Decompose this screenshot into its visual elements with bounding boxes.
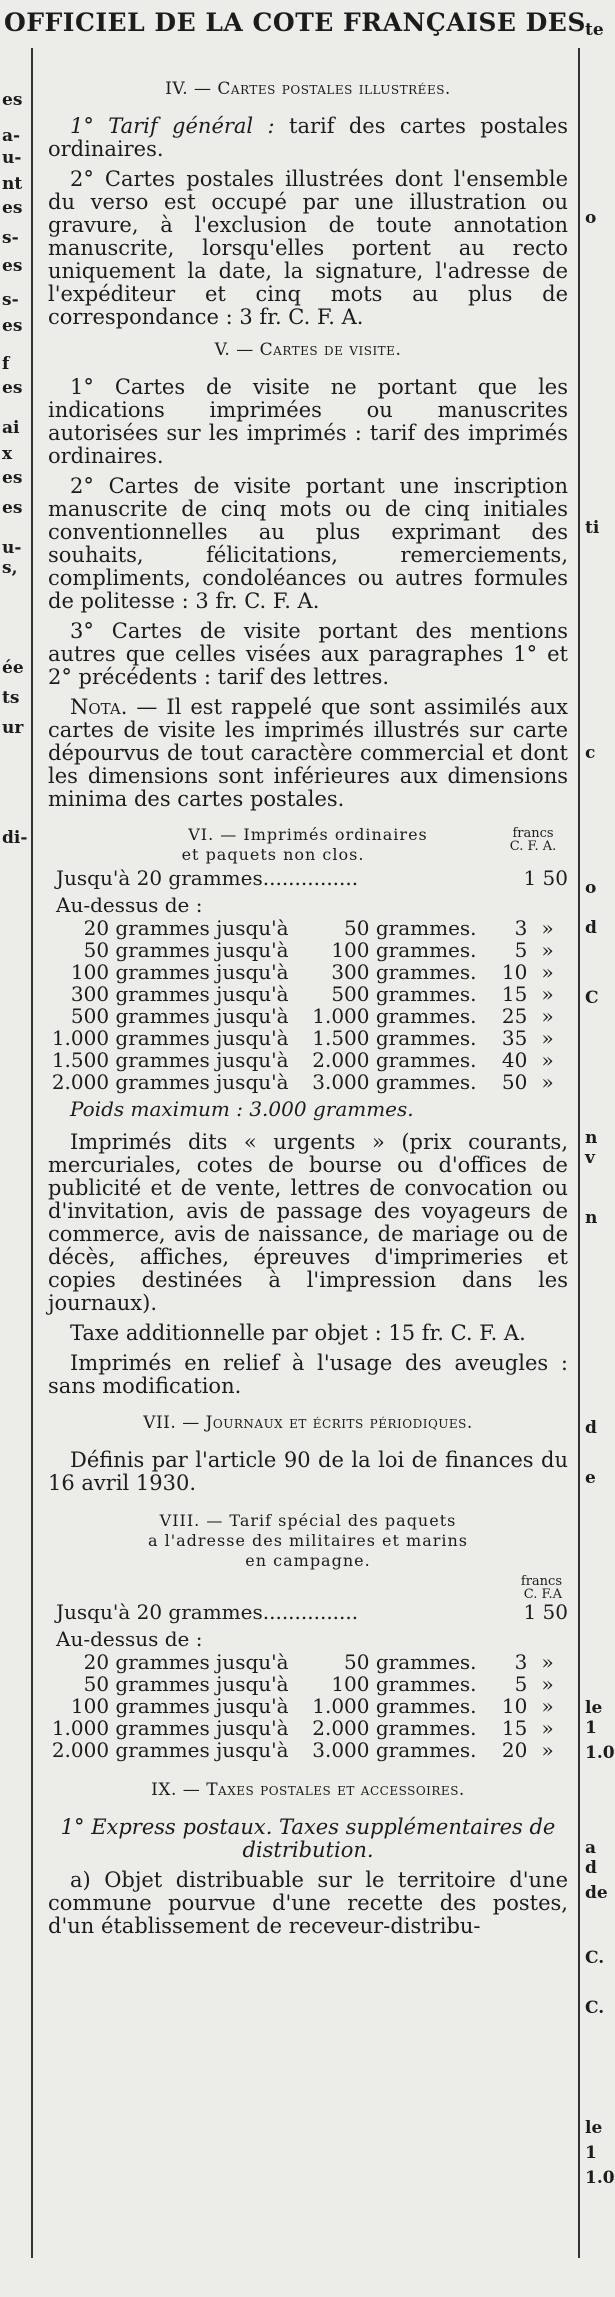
s6-max-weight: Poids maximum : 3.000 grammes. [70, 1097, 414, 1121]
s4-p1-text: tarif des cartes postales ordinaires. [48, 114, 568, 161]
margin-fragment: 1.0 [585, 2168, 615, 2188]
s8-title-line-2: a l'adresse des militaires et marins [147, 1531, 469, 1550]
margin-fragment: C. [585, 1948, 605, 1968]
s6-rate-row [48, 961, 568, 983]
s6-rate-from: 20 grammes jusqu'à [83, 916, 289, 940]
s6-title-line-2: et paquets non clos. [181, 845, 365, 864]
main-column [48, 78, 568, 1945]
s6-rate-from: 50 grammes jusqu'à [83, 938, 289, 962]
margin-fragment: es [2, 198, 23, 218]
s8-rate-to: 1.000 grammes. [312, 1694, 477, 1718]
s6-rate-from: 1.000 grammes jusqu'à [51, 1026, 289, 1050]
margin-fragment: es [2, 256, 23, 276]
margin-fragment: d [585, 918, 597, 938]
s8-rate-row [48, 1673, 568, 1695]
s8-rate-row [48, 1695, 568, 1717]
s6-rate-row [48, 1071, 568, 1093]
s8-rate-mark: » [541, 1738, 554, 1762]
margin-fragment: x [2, 444, 13, 464]
s8-rate-to: 100 grammes. [331, 1672, 477, 1696]
margin-fragment: le [585, 2118, 603, 2138]
s4-p1-label: 1° Tarif général : [70, 114, 275, 138]
s6-rate-value: 15 [501, 982, 528, 1006]
s8-rate-from: 50 grammes jusqu'à [83, 1672, 289, 1696]
s6-first-value: 1 50 [523, 866, 568, 890]
s6-rate-to: 1.000 grammes. [312, 1004, 477, 1028]
s6-rate-to: 2.000 grammes. [312, 1048, 477, 1072]
s8-rate-from: 100 grammes jusqu'à [70, 1694, 289, 1718]
margin-fragment: de [585, 1883, 608, 1903]
s5-paragraph-1: 1° Cartes de visite ne portant que les indications imprimées ou manuscrites autorisées sur les imprimés : tarif des imprimés ordinaires. [48, 375, 568, 468]
s8-rate-mark: » [541, 1694, 554, 1718]
s8-rate-mark: » [541, 1650, 554, 1674]
s6-rate-to: 50 grammes. [344, 916, 477, 940]
s8-first-label: Jusqu'à 20 grammes [56, 1600, 263, 1624]
left-column-rule [31, 48, 33, 2258]
margin-fragment: s- [2, 228, 19, 248]
s6-rate-to: 100 grammes. [331, 938, 477, 962]
s8-rate-row [48, 1717, 568, 1739]
s6-rate-mark: » [541, 1026, 554, 1050]
s6-rate-mark: » [541, 1048, 554, 1072]
margin-fragment: 1 [585, 1718, 597, 1738]
s6-unit [498, 827, 568, 853]
s6-rate-to: 500 grammes. [331, 982, 477, 1006]
margin-fragment: d [585, 1418, 597, 1438]
margin-fragment: es [2, 316, 23, 336]
margin-fragment: a- [2, 126, 21, 146]
s8-rate-value: 20 [501, 1738, 528, 1762]
margin-fragment: s, [2, 558, 18, 578]
s6-rate-row [48, 939, 568, 961]
s8-unit [48, 1575, 568, 1601]
s8-rate-row [48, 1651, 568, 1673]
s6-heading [48, 825, 568, 865]
s6-rate-row [48, 983, 568, 1005]
s4-paragraph-1 [48, 115, 568, 161]
s6-rate-to: 1.500 grammes. [312, 1026, 477, 1050]
s8-unit-line-2: C. F.A [523, 1587, 562, 1602]
margin-fragment: f [2, 354, 10, 374]
s6-rate-from: 2.000 grammes jusqu'à [51, 1070, 289, 1094]
margin-fragment: u- [2, 148, 22, 168]
s5-nota [48, 696, 568, 811]
s6-rate-row [48, 1005, 568, 1027]
s8-rate-from: 2.000 grammes jusqu'à [51, 1738, 289, 1762]
margin-fragment: es [2, 468, 23, 488]
s8-first-value: 1 50 [523, 1600, 568, 1624]
margin-fragment: o [585, 878, 597, 898]
s8-unit-line-1: francs [520, 1574, 562, 1589]
s6-rate-from: 500 grammes jusqu'à [70, 1004, 289, 1028]
s6-rate-from: 1.500 grammes jusqu'à [51, 1048, 289, 1072]
margin-fragment: n [585, 1128, 598, 1148]
s6-first-label: Jusqu'à 20 grammes [56, 866, 263, 890]
margin-fragment: n [585, 1208, 598, 1228]
s6-rate-mark: » [541, 938, 554, 962]
s6-rate-row [48, 1027, 568, 1049]
margin-fragment: ur [2, 718, 24, 738]
s6-title-line-1: VI. — Imprimés ordinaires [188, 825, 428, 844]
s8-heading [48, 1511, 568, 1571]
s6-rate-from: 300 grammes jusqu'à [70, 982, 289, 1006]
margin-fragment: es [2, 90, 23, 110]
s8-rate-to: 50 grammes. [344, 1650, 477, 1674]
margin-fragment: e [585, 1468, 596, 1488]
margin-fragment: u- [2, 538, 22, 558]
nota-text: — Il est rappelé que sont assimilés aux cartes de visite les imprimés illustrés sur carte dépourvus de tout caractère commercial et dont les dimensions sont inférieures aux dimensions minima des cartes postales. [48, 695, 568, 811]
s6-tax-paragraph: Taxe additionnelle par objet : 15 fr. C. F. A. [70, 1321, 526, 1345]
margin-fragment: ti [585, 518, 600, 538]
margin-fragment: ée [2, 658, 24, 678]
s6-above-label: Au-dessus de : [56, 893, 203, 917]
s8-rate-value: 5 [514, 1672, 528, 1696]
s8-title-line-1: VIII. — Tarif spécial des paquets [159, 1511, 457, 1530]
margin-fragment: v [585, 1148, 595, 1168]
s8-rate-from: 20 grammes jusqu'à [83, 1650, 289, 1674]
s8-rate-to: 2.000 grammes. [312, 1716, 477, 1740]
s6-rate-value: 5 [514, 938, 528, 962]
margin-fragment: di- [2, 828, 28, 848]
margin-fragment: es [2, 378, 23, 398]
s6-rate-mark: » [541, 1004, 554, 1028]
s8-rate-to: 3.000 grammes. [312, 1738, 477, 1762]
s6-unit-line-1: francs [512, 826, 554, 841]
margin-fragment: a [585, 1838, 597, 1858]
s8-above-label: Au-dessus de : [56, 1627, 203, 1651]
s6-relief-paragraph: Imprimés en relief à l'usage des aveugles : sans modification. [48, 1351, 568, 1398]
s6-unit-line-2: C. F. A. [509, 839, 557, 854]
s6-rate-to: 3.000 grammes. [312, 1070, 477, 1094]
s8-rate-value: 15 [501, 1716, 528, 1740]
section-title-v: V. — Cartes de visite. [214, 340, 402, 360]
s7-paragraph-1: Définis par l'article 90 de la loi de finances du 16 avril 1930. [48, 1448, 568, 1495]
s6-rate-table [48, 917, 568, 1093]
s6-rate-value: 3 [514, 916, 528, 940]
s6-urgent-paragraph: Imprimés dits « urgents » (prix courants, mercuriales, cotes de bourse ou d'offices de publicité et de vente, lettres de convocation ou d'invitation, avis de passage des voyageurs de commerce, avis de naissance, de mariage ou de décès, affiches, épreuves d'imprimeries et copies destinées à l'impression dans les journaux). [48, 1130, 568, 1315]
section-title-ix: IX. — Taxes postales et accessoires. [151, 1780, 465, 1800]
s8-rate-mark: » [541, 1716, 554, 1740]
s8-rate-table [48, 1651, 568, 1761]
s6-rate-value: 10 [501, 960, 528, 984]
right-column-rule [578, 48, 580, 2258]
s8-rate-from: 1.000 grammes jusqu'à [51, 1716, 289, 1740]
s6-rate-value: 50 [501, 1070, 528, 1094]
nota-label: Nota. [70, 695, 128, 719]
s8-rate-value: 10 [501, 1694, 528, 1718]
margin-fragment: le [585, 1698, 603, 1718]
margin-fragment: 1.0 [585, 1743, 615, 1763]
s8-rate-value: 3 [514, 1650, 528, 1674]
page-header: OFFICIEL DE LA COTE FRANÇAISE DES [4, 8, 586, 37]
s9-paragraph-a: a) Objet distribuable sur le territoire d'une commune pourvue d'une recette des postes, d'un établissement de receveur-distribu- [48, 1868, 568, 1938]
s6-rate-mark: » [541, 982, 554, 1006]
s6-rate-to: 300 grammes. [331, 960, 477, 984]
s6-rate-value: 40 [501, 1048, 528, 1072]
s6-rate-from: 100 grammes jusqu'à [70, 960, 289, 984]
margin-fragment: ts [2, 688, 20, 708]
margin-fragment: s- [2, 290, 19, 310]
margin-fragment: es [2, 498, 23, 518]
s9-subtitle: 1° Express postaux. Taxes supplémentaires de distribution. [60, 1815, 556, 1862]
section-title-iv: IV. — Cartes postales illustrées. [165, 79, 451, 99]
margin-fragment: d [585, 1858, 597, 1878]
margin-fragment: te [585, 20, 604, 40]
margin-fragment: 1 [585, 2143, 597, 2163]
s8-title-line-3: en campagne. [245, 1551, 371, 1570]
s4-paragraph-2: 2° Cartes postales illustrées dont l'ensemble du verso est occupé par une illustration ou gravure, à l'exclusion de toute annotation manuscrite, lorsqu'elles portent au recto uniquement la date, la signature, l'adresse de l'expéditeur et cinq mots au plus de correspondance : 3 fr. C. F. A. [48, 167, 568, 329]
margin-fragment: c [585, 743, 596, 763]
margin-fragment: ai [2, 418, 20, 438]
s6-rate-value: 25 [501, 1004, 528, 1028]
margin-fragment: nt [2, 174, 23, 194]
s5-paragraph-3: 3° Cartes de visite portant des mentions autres que celles visées aux paragraphes 1° et 2° précédents : tarif des lettres. [48, 619, 568, 689]
s6-first-row [48, 867, 568, 889]
leader-dots: ............... [262, 866, 359, 890]
s6-rate-row [48, 1049, 568, 1071]
s6-rate-mark: » [541, 960, 554, 984]
s6-rate-mark: » [541, 1070, 554, 1094]
margin-fragment: o [585, 208, 597, 228]
margin-fragment: C. [585, 1998, 605, 2018]
s5-paragraph-2: 2° Cartes de visite portant une inscription manuscrite de cinq mots ou de cinq initiales conventionnelles au plus exprimant des souhaits, félicitations, remerciements, compliments, condoléances ou autres formules de politesse : 3 fr. C. F. A. [48, 474, 568, 613]
s8-first-row [48, 1601, 568, 1623]
s8-rate-mark: » [541, 1672, 554, 1696]
section-title-vii: VII. — Journaux et écrits périodiques. [143, 1413, 473, 1433]
leader-dots: ............... [262, 1600, 359, 1624]
s8-rate-row [48, 1739, 568, 1761]
margin-fragment: C [585, 988, 599, 1008]
s6-rate-row [48, 917, 568, 939]
s6-rate-value: 35 [501, 1026, 528, 1050]
s6-rate-mark: » [541, 916, 554, 940]
